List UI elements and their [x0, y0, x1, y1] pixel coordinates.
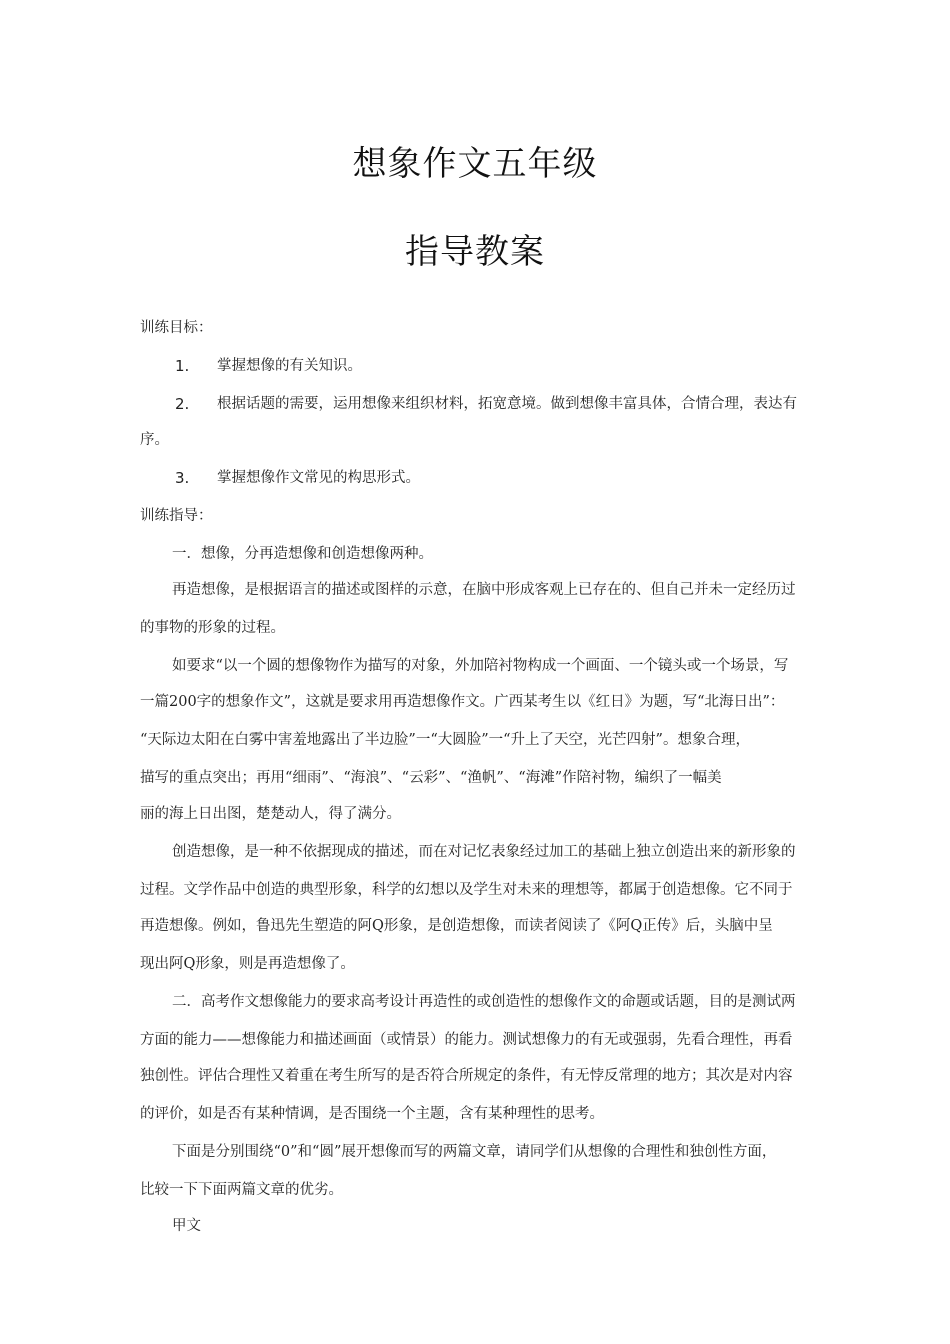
- paragraph-line: 下面是分别围绕“0”和“圆”展开想像而写的两篇文章，请同学们从想像的合理性和独创性方面，: [172, 1144, 777, 1160]
- goal-text: 掌握想像的有关知识。: [217, 358, 362, 374]
- guide-heading: 训练指导：: [140, 508, 213, 524]
- goal-item: [175, 468, 420, 489]
- goals-heading: 训练目标：: [140, 320, 213, 336]
- paragraph-line: 的事物的形象的过程。: [140, 620, 285, 636]
- section-one-heading: 一．想像，分再造想像和创造想像两种。: [172, 546, 433, 562]
- subheading-text-a: 甲文: [172, 1218, 201, 1234]
- goal-item: [175, 394, 797, 415]
- goal-number: 3.: [175, 469, 190, 487]
- paragraph-line: 创造想像，是一种不依据现成的描述，而在对记忆表象经过加工的基础上独立创造出来的新形象的: [172, 844, 796, 860]
- paragraph-line: 过程。文学作品中创造的典型形象，科学的幻想以及学生对未来的理想等，都属于创造想像。它不同于: [140, 882, 793, 898]
- paragraph-line: 比较一下下面两篇文章的优劣。: [140, 1182, 343, 1198]
- goal-text: 掌握想像作文常见的构思形式。: [217, 470, 420, 486]
- paragraph-line: 独创性。评估合理性又着重在考生所写的是否符合所规定的条件，有无悖反常理的地方；其次是对内容: [140, 1068, 793, 1084]
- paragraph-line: 如要求“以一个圆的想像物作为描写的对象，外加陪衬物构成一个画面、一个镜头或一个场景，写: [172, 658, 789, 674]
- goal-continuation: 序。: [140, 432, 169, 448]
- goal-number: 2.: [175, 395, 190, 413]
- paragraph-line: 再造想像，是根据语言的描述或图样的示意，在脑中形成客观上已存在的、但自己并未一定经历过: [172, 582, 796, 598]
- paragraph-line: 的评价，如是否有某种情调，是否围绕一个主题，含有某种理性的思考。: [140, 1106, 604, 1122]
- goal-text: 根据话题的需要，运用想像来组织材料，拓宽意境。做到想像丰富具体，合情合理，表达有: [217, 396, 797, 412]
- document-title: 想象作文五年级: [352, 144, 598, 184]
- paragraph-line: 现出阿Q形象，则是再造想像了。: [140, 956, 355, 972]
- section-two-heading: 二．高考作文想像能力的要求高考设计再造性的或创造性的想像作文的命题或话题，目的是测试两: [172, 994, 796, 1010]
- goal-number: 1.: [175, 357, 190, 375]
- document-subtitle: 指导教案: [405, 232, 545, 272]
- paragraph-line: 丽的海上日出图，楚楚动人，得了满分。: [140, 806, 401, 822]
- paragraph-line: 方面的能力——想像能力和描述画面（或情景）的能力。测试想像力的有无或强弱，先看合理性，再看: [140, 1032, 793, 1048]
- goal-item: [175, 356, 362, 377]
- paragraph-line: 再造想像。例如，鲁迅先生塑造的阿Q形象，是创造想像，而读者阅读了《阿Q正传》后，头脑中呈: [140, 918, 773, 934]
- paragraph-line: 描写的重点突出；再用“细雨”、“海浪”、“云彩”、“渔帆”、“海滩”作陪衬物，编织了一幅美: [140, 770, 722, 786]
- paragraph-line: 一篇200字的想象作文”，这就是要求用再造想像作文。广西某考生以《红日》为题，写“北海日出”：: [140, 694, 785, 710]
- paragraph-line: “天际边太阳在白雾中害羞地露出了半边脸”一“大圆脸”一“升上了天空，光芒四射”。想象合理，: [140, 732, 750, 748]
